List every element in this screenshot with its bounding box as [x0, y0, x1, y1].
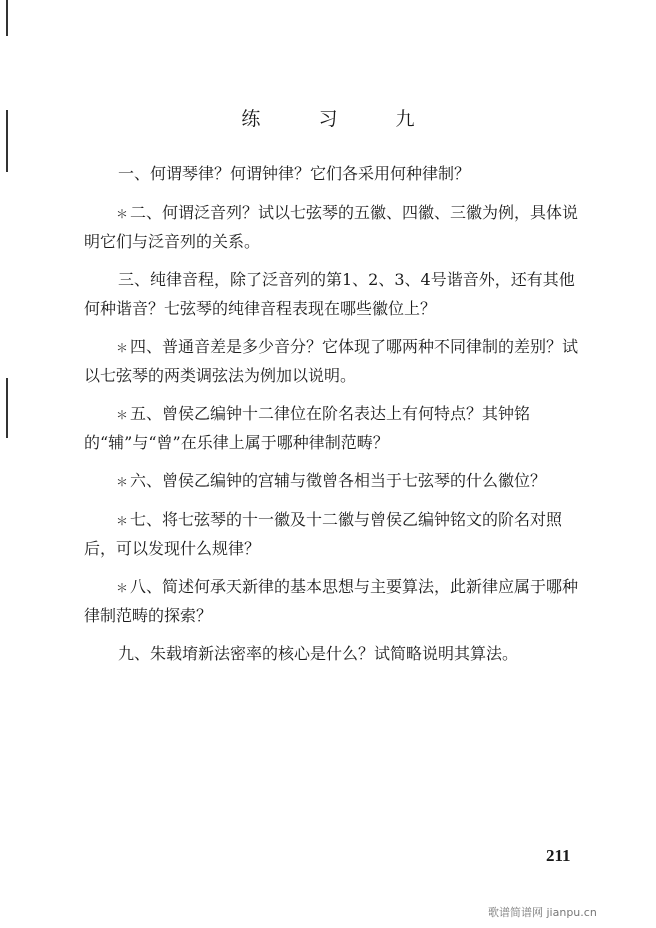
- exercise-list: [84, 160, 582, 679]
- exercise-text: 三、纯律音程，除了泛音列的第1、2、3、4号谐音外，还有其他何种谐音？七弦琴的纯律音程表现在哪些徽位上？: [84, 270, 575, 318]
- exercise-text: 七、将七弦琴的十一徽及十二徽与曾侯乙编钟铭文的阶名对照后，可以发现什么规律？: [84, 510, 563, 558]
- exercise-text: 一、何谓琴律？何谓钟律？它们各采用何种律制？: [118, 164, 471, 183]
- optional-star-icon: ＊: [116, 514, 129, 528]
- title-char: 九: [395, 108, 415, 130]
- exercise-text: 六、曾侯乙编钟的宫辅与徵曾各相当于七弦琴的什么徽位？: [130, 471, 547, 490]
- exercise-text: 八、简述何承天新律的基本思想与主要算法，此新律应属于哪种律制范畴的探索？: [84, 577, 579, 625]
- exercise-item: [84, 160, 582, 189]
- exercise-item: [84, 467, 582, 496]
- title-char: 习: [318, 108, 338, 130]
- optional-star-icon: ＊: [116, 581, 129, 595]
- page-number: 211: [546, 846, 571, 865]
- exercise-item: [84, 266, 582, 323]
- exercise-item: [84, 199, 582, 256]
- page-title: [0, 104, 656, 131]
- exercise-item: [84, 400, 582, 457]
- optional-star-icon: ＊: [116, 341, 129, 355]
- optional-star-icon: ＊: [116, 408, 129, 422]
- scan-edge-mark: [6, 378, 8, 438]
- exercise-text: 五、曾侯乙编钟十二律位在阶名表达上有何特点？其钟铭的“辅”与“曾”在乐律上属于哪种律制范畴？: [84, 404, 531, 452]
- scan-edge-mark: [6, 0, 8, 36]
- exercise-text: 四、普通音差是多少音分？它体现了哪两种不同律制的差别？试以七弦琴的两类调弦法为例加以说明。: [84, 337, 579, 385]
- exercise-item: [84, 573, 582, 630]
- optional-star-icon: ＊: [116, 475, 129, 489]
- exercise-item: [84, 640, 582, 669]
- site-watermark: 歌谱简谱网 jianpu.cn: [488, 906, 597, 919]
- exercise-text: 九、朱载堉新法密率的核心是什么？试简略说明其算法。: [118, 644, 519, 663]
- title-char: 练: [241, 108, 261, 130]
- exercise-text: 二、何谓泛音列？试以七弦琴的五徽、四徽、三徽为例，具体说明它们与泛音列的关系。: [84, 203, 579, 251]
- exercise-item: [84, 333, 582, 390]
- exercise-item: [84, 506, 582, 563]
- optional-star-icon: ＊: [116, 207, 129, 221]
